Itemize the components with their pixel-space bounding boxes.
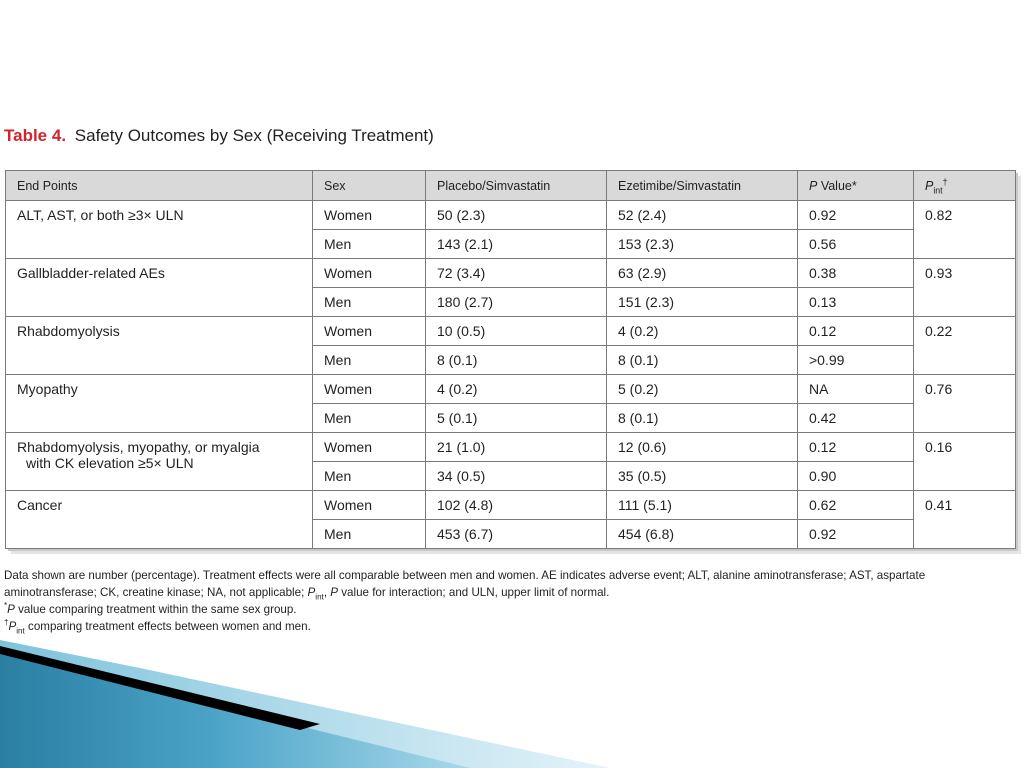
- cell-placebo: 72 (3.4): [426, 259, 607, 288]
- cell-sex: Men: [313, 520, 426, 549]
- header-p-int: $P_{int}^\dagger$: [914, 171, 1016, 201]
- footnote-p-value: *P value comparing treatment within the same sex group.: [4, 601, 297, 616]
- table-body: [6, 201, 1016, 549]
- table-label: Table 4.: [4, 126, 67, 145]
- cell-sex: Women: [313, 433, 426, 462]
- cell-placebo: 21 (1.0): [426, 433, 607, 462]
- cell-placebo: 10 (0.5): [426, 317, 607, 346]
- cell-sex: Women: [313, 259, 426, 288]
- cell-p-value: 0.62: [798, 491, 914, 520]
- footnote-abbreviations: Data shown are number (percentage). Treatment effects were all comparable between men and women. AE indicates adverse event; ALT, alanine aminotransferase; AST, aspartate aminotransferase; CK, creatine kinase; NA, not applicable; $P_{int}$, P value for interaction; and ULN, upper limit of normal.: [4, 569, 926, 602]
- table-row: [6, 201, 1016, 230]
- header-placebo: Placebo/Simvastatin: [426, 171, 607, 201]
- cell-sex: Men: [313, 462, 426, 491]
- safety-table-container: [5, 170, 1015, 548]
- table-row: [6, 317, 1016, 346]
- cell-p-int: 0.22: [914, 317, 1016, 375]
- cell-p-int: 0.82: [914, 201, 1016, 259]
- cell-ezetimibe: 111 (5.1): [607, 491, 798, 520]
- header-p-value: P Value*: [798, 171, 914, 201]
- cell-ezetimibe: 4 (0.2): [607, 317, 798, 346]
- cell-placebo: 453 (6.7): [426, 520, 607, 549]
- safety-outcomes-table: [5, 170, 1016, 549]
- cell-p-value: NA: [798, 375, 914, 404]
- cell-p-value: 0.12: [798, 433, 914, 462]
- end-point-label-continued: with CK elevation ≥5× ULN: [26, 455, 194, 471]
- table-row: [6, 375, 1016, 404]
- cell-ezetimibe: 454 (6.8): [607, 520, 798, 549]
- cell-p-value: 0.92: [798, 201, 914, 230]
- end-point-label: Cancer: [17, 497, 63, 513]
- slide-decoration: [0, 640, 1024, 768]
- cell-p-int: 0.93: [914, 259, 1016, 317]
- cell-sex: Men: [313, 404, 426, 433]
- cell-placebo: 4 (0.2): [426, 375, 607, 404]
- table-row: [6, 433, 1016, 462]
- cell-p-value: 0.42: [798, 404, 914, 433]
- cell-placebo: 180 (2.7): [426, 288, 607, 317]
- cell-end-point: [6, 201, 313, 259]
- cell-p-int: 0.41: [914, 491, 1016, 549]
- cell-p-int: 0.76: [914, 375, 1016, 433]
- cell-p-value: 0.56: [798, 230, 914, 259]
- cell-ezetimibe: 5 (0.2): [607, 375, 798, 404]
- cell-sex: Men: [313, 288, 426, 317]
- cell-placebo: 102 (4.8): [426, 491, 607, 520]
- cell-p-value: 0.90: [798, 462, 914, 491]
- cell-sex: Men: [313, 346, 426, 375]
- table-title: Safety Outcomes by Sex (Receiving Treatment): [74, 126, 434, 145]
- table-caption: [4, 126, 434, 146]
- cell-ezetimibe: 151 (2.3): [607, 288, 798, 317]
- table-footnotes: [4, 567, 1020, 635]
- cell-ezetimibe: 153 (2.3): [607, 230, 798, 259]
- cell-p-int: 0.16: [914, 433, 1016, 491]
- end-point-label: Gallbladder-related AEs: [17, 265, 165, 281]
- cell-sex: Women: [313, 317, 426, 346]
- end-point-label: Rhabdomyolysis, myopathy, or myalgia: [17, 439, 260, 455]
- cell-ezetimibe: 8 (0.1): [607, 404, 798, 433]
- cell-p-value: 0.38: [798, 259, 914, 288]
- end-point-label: Myopathy: [17, 381, 78, 397]
- end-point-label: Rhabdomyolysis: [17, 323, 120, 339]
- cell-sex: Women: [313, 491, 426, 520]
- cell-placebo: 50 (2.3): [426, 201, 607, 230]
- cell-ezetimibe: 63 (2.9): [607, 259, 798, 288]
- cell-placebo: 34 (0.5): [426, 462, 607, 491]
- end-point-label: ALT, AST, or both ≥3× ULN: [17, 207, 184, 223]
- table-row: [6, 259, 1016, 288]
- cell-p-value: >0.99: [798, 346, 914, 375]
- cell-ezetimibe: 8 (0.1): [607, 346, 798, 375]
- header-end-points: End Points: [6, 171, 313, 201]
- cell-end-point: [6, 375, 313, 433]
- table-row: [6, 491, 1016, 520]
- table-header-row: [6, 171, 1016, 201]
- cell-ezetimibe: 35 (0.5): [607, 462, 798, 491]
- cell-p-value: 0.13: [798, 288, 914, 317]
- cell-ezetimibe: 12 (0.6): [607, 433, 798, 462]
- cell-placebo: 5 (0.1): [426, 404, 607, 433]
- cell-p-value: 0.12: [798, 317, 914, 346]
- cell-end-point: [6, 259, 313, 317]
- cell-sex: Women: [313, 375, 426, 404]
- footnote-p-int: $^\dagger P_{int}$ comparing treatment effects between women and men.: [4, 618, 311, 636]
- cell-sex: Women: [313, 201, 426, 230]
- cell-p-value: 0.92: [798, 520, 914, 549]
- cell-end-point: [6, 317, 313, 375]
- header-sex: Sex: [313, 171, 426, 201]
- cell-sex: Men: [313, 230, 426, 259]
- cell-end-point: [6, 433, 313, 491]
- cell-ezetimibe: 52 (2.4): [607, 201, 798, 230]
- cell-end-point: [6, 491, 313, 549]
- cell-placebo: 143 (2.1): [426, 230, 607, 259]
- cell-placebo: 8 (0.1): [426, 346, 607, 375]
- header-ezetimibe: Ezetimibe/Simvastatin: [607, 171, 798, 201]
